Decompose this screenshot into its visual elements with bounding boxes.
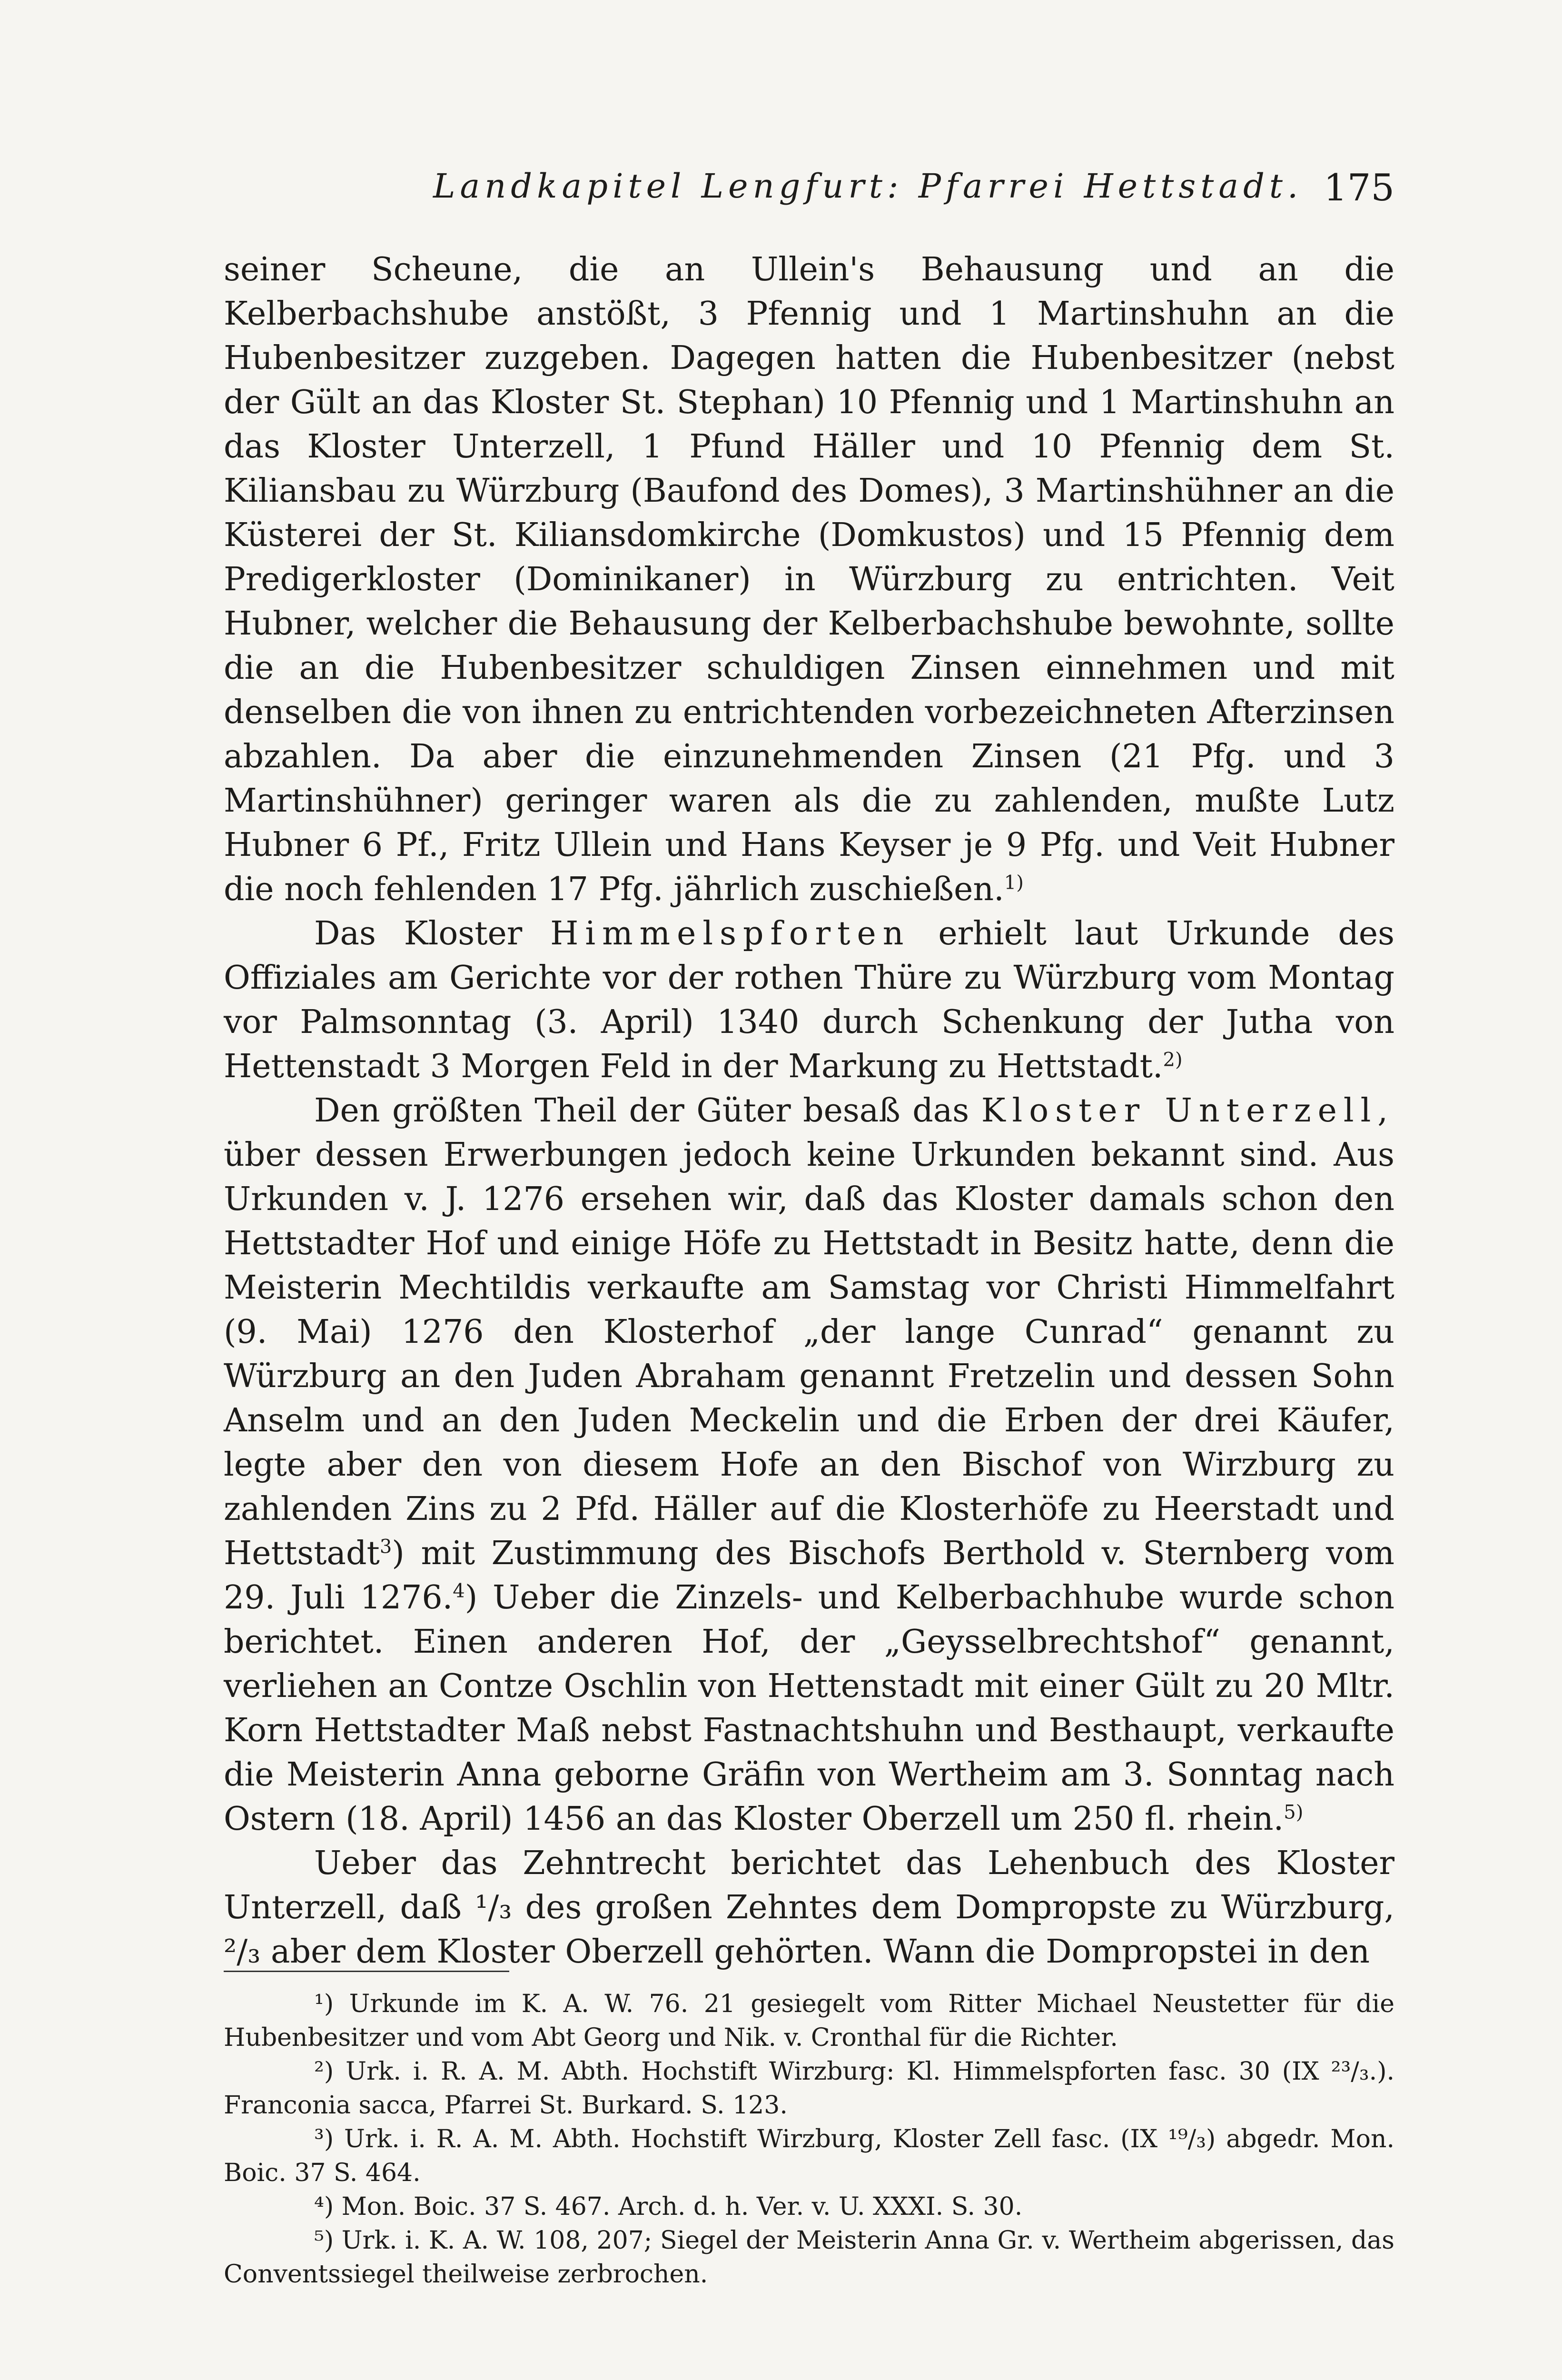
main-text xyxy=(224,248,1394,1974)
paragraph-3-text-a: Den größten Theil der Güter besaß das xyxy=(314,1092,969,1130)
footnote-ref-2: 2) xyxy=(1163,1049,1183,1071)
paragraph-3-text-d: ) Ueber die Zinzels- und Kelberbachhube wurde schon berichtet. Einen anderen Hof, der „Geysselbrechtshof“ genannt, verliehen an Contze Oschlin von Hettenstadt mit einer Gült zu 20 Mltr. Korn Hettstadter Maß nebst Fastnachtshuhn und Besthaupt, verkaufte die Meisterin Anna geborne Gräfin von Wertheim am 3. Sonntag nach Ostern (18. April) 1456 an das Kloster Oberzell um 250 fl. rhein. xyxy=(224,1579,1395,1838)
paragraph-3-text-c: ) mit Zustimmung des Bischofs Berthold v. Sternberg vom 29. Juli 1276. xyxy=(224,1535,1394,1616)
footnote-2 xyxy=(224,2055,1394,2122)
spaced-term-unterzell: Kloster Unterzell, xyxy=(981,1092,1394,1130)
page-number: 175 xyxy=(1324,167,1394,209)
footnote-4-text: Mon. Boic. 37 S. 467. Arch. d. h. Ver. v. U. XXXI. S. 30. xyxy=(341,2192,1023,2221)
footnote-2-mark: ²) xyxy=(314,2057,334,2086)
paragraph-4 xyxy=(224,1841,1394,1974)
footnote-5 xyxy=(224,2224,1394,2291)
paragraph-1 xyxy=(224,248,1394,912)
footnote-1 xyxy=(224,1987,1394,2055)
footnote-divider xyxy=(224,1971,509,1972)
footnote-ref-1: 1) xyxy=(1004,872,1024,894)
footnote-3-text: Urk. i. R. A. M. Abth. Hochstift Wirzburg, Kloster Zell fasc. (IX ¹⁹/₃) abgedr. Mon. Boic. 37 S. 464. xyxy=(224,2125,1395,2187)
running-title: Landkapitel Lengfurt: Pfarrei Hettstadt. xyxy=(433,167,1303,206)
spaced-term-himmelspforten: Himmelspforten xyxy=(550,915,910,952)
paragraph-3-text-b: über dessen Erwerbungen jedoch keine Urkunden bekannt sind. Aus Urkunden v. J. 1276 ersehen wir, daß das Kloster damals schon den Hettstadter Hof und einige Höfe zu Hettstadt in Besitz hatte, denn die Meisterin Mechtildis verkaufte am Samstag vor Christi Himmelfahrt (9. Mai) 1276 den Klosterhof „der lange Cunrad“ genannt zu Würzburg an den Juden Abraham genannt Fretzelin und dessen Sohn Anselm und an den Juden Meckelin und die Erben der drei Käufer, legte aber den von diesem Hofe an den Bischof von Wirzburg zu zahlenden Zins zu 2 Pfd. Häller auf die Klosterhöfe zu Heerstadt und Hettstadt xyxy=(224,1136,1394,1572)
footnote-3 xyxy=(224,2122,1394,2190)
footnote-ref-5: 5) xyxy=(1284,1801,1304,1824)
footnote-5-mark: ⁵) xyxy=(314,2226,334,2255)
footnote-5-text: Urk. i. K. A. W. 108, 207; Siegel der Meisterin Anna Gr. v. Wertheim abgerissen, das Conventssiegel theilweise zerbrochen. xyxy=(224,2226,1394,2289)
footnote-4-mark: ⁴) xyxy=(314,2192,334,2221)
paragraph-1-text: seiner Scheune, die an Ullein's Behausung und an die Kelberbachshube anstößt, 3 Pfennig und 1 Martinshuhn an die Hubenbesitzer zuzgeben. Dagegen hatten die Hubenbesitzer (nebst der Gült an das Kloster St. Stephan) 10 Pfennig und 1 Martinshuhn an das Kloster Unterzell, 1 Pfund Häller und 10 Pfennig dem St. Kiliansbau zu Würzburg (Baufond des Domes), 3 Martinshühner an die Küsterei der St. Kiliansdomkirche (Domkustos) und 15 Pfennig dem Predigerkloster (Dominikaner) in Würzburg zu entrichten. Veit Hubner, welcher die Behausung der Kelberbachshube bewohnte, sollte die an die Hubenbesitzer schuldigen Zinsen einnehmen und mit denselben die von ihnen zu entrichtenden vorbezeichneten Afterzinsen abzahlen. Da aber die einzunehmenden Zinsen (21 Pfg. und 3 Martinshühner) geringer waren als die zu zahlenden, mußte Lutz Hubner 6 Pf., Fritz Ullein und Hans Keyser je 9 Pfg. und Veit Hubner die noch fehlenden 17 Pfg. jährlich zuschießen. xyxy=(224,251,1394,908)
paragraph-4-text: Ueber das Zehntrecht berichtet das Lehenbuch des Kloster Unterzell, daß ¹/₃ des großen Zehntes dem Dompropste zu Würzburg, ²/₃ aber dem Kloster Oberzell gehörten. Wann die Dompropstei in den xyxy=(224,1844,1394,1971)
paragraph-2 xyxy=(224,912,1394,1089)
footnote-ref-4: 4 xyxy=(453,1580,465,1602)
page-header xyxy=(224,167,1394,219)
footnote-1-text: Urkunde im K. A. W. 76. 21 gesiegelt vom Ritter Michael Neustetter für die Hubenbesitzer und vom Abt Georg und Nik. v. Cronthal für die Richter. xyxy=(224,1990,1394,2052)
paragraph-2-text-a: Das Kloster xyxy=(314,915,523,952)
footnote-ref-3: 3 xyxy=(379,1536,392,1558)
paragraph-2-text-b: erhielt laut Urkunde des Offiziales am Gerichte vor der rothen Thüre zu Würzburg vom Montag vor Palmsonntag (3. April) 1340 durch Schenkung der Jutha von Hettenstadt 3 Morgen Feld in der Markung zu Hettstadt. xyxy=(224,915,1394,1085)
footnote-3-mark: ³) xyxy=(314,2125,334,2153)
footnote-2-text: Urk. i. R. A. M. Abth. Hochstift Wirzburg: Kl. Himmelspforten fasc. 30 (IX ²³/₃.). Franconia sacca, Pfarrei St. Burkard. S. 123. xyxy=(224,2057,1395,2120)
footnote-4 xyxy=(224,2190,1394,2224)
footnotes xyxy=(224,1987,1394,2291)
footnote-1-mark: ¹) xyxy=(314,1990,334,2018)
paragraph-3 xyxy=(224,1089,1394,1841)
